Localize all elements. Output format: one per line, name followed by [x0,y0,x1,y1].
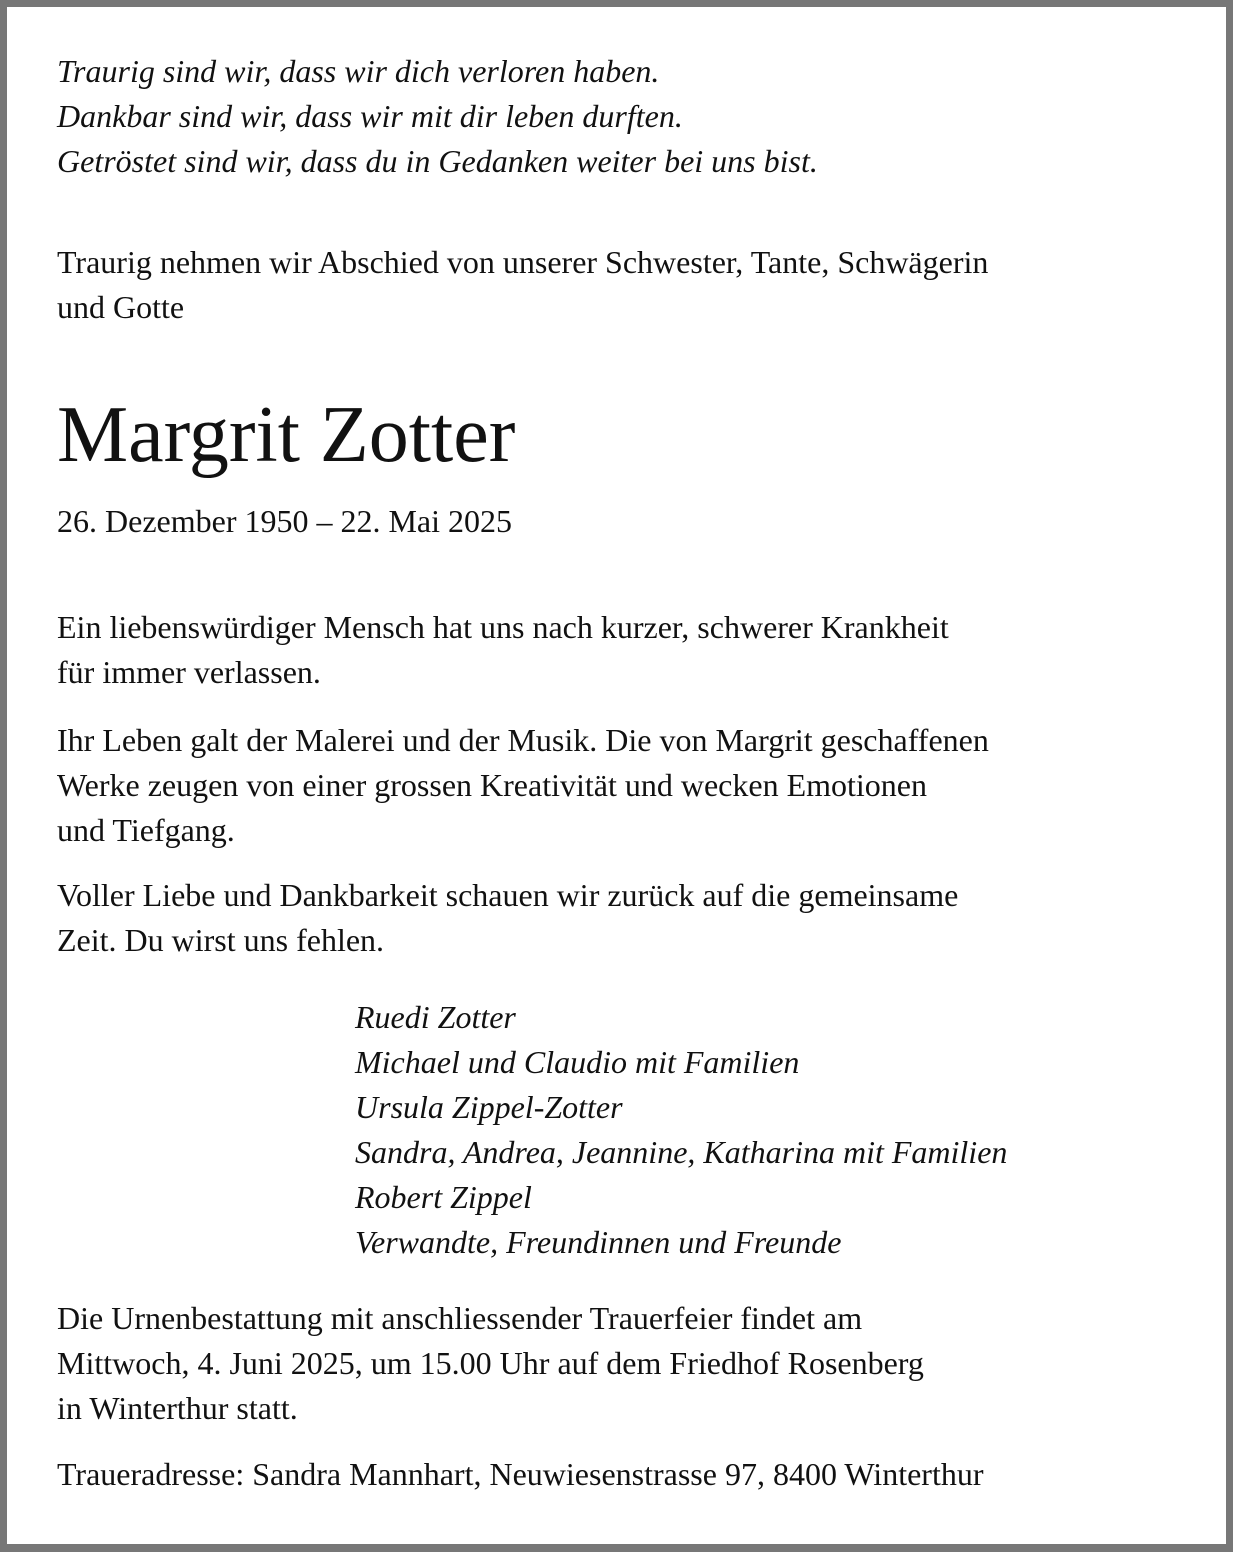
text-line: Werke zeugen von einer grossen Kreativität und wecken Emotionen [57,767,927,803]
text-line: Zeit. Du wirst uns fehlen. [57,922,385,958]
poem-line: Getröstet sind wir, dass du in Gedanken weiter bei uns bist. [57,143,818,179]
obituary-page [7,7,1226,1544]
text-line: Voller Liebe und Dankbarkeit schauen wir zurück auf die gemeinsame [57,877,959,913]
poem [57,49,1226,184]
text-line: Die Urnenbestattung mit anschliessender Trauerfeier findet am [57,1300,863,1336]
funeral-info [57,1296,1226,1431]
deceased-name: Margrit Zotter [57,391,516,479]
paragraph-3 [57,873,1226,963]
intro-line: und Gotte [57,289,185,325]
mourner: Robert Zippel [355,1179,532,1215]
poem-line: Traurig sind wir, dass wir dich verloren haben. [57,53,660,89]
mourner: Ursula Zippel-Zotter [355,1089,623,1125]
intro-line: Traurig nehmen wir Abschied von unserer Schwester, Tante, Schwägerin [57,244,989,280]
paragraph-2 [57,718,1226,853]
mourning-address: Traueradresse: Sandra Mannhart, Neuwiesenstrasse 97, 8400 Winterthur [57,1456,984,1492]
text-line: für immer verlassen. [57,654,321,690]
paragraph-1 [57,605,1226,695]
poem-line: Dankbar sind wir, dass wir mit dir leben durften. [57,98,683,134]
intro [57,240,1226,330]
life-dates: 26. Dezember 1950 – 22. Mai 2025 [57,503,513,539]
text-line: Ihr Leben galt der Malerei und der Musik. Die von Margrit geschaffenen [57,722,989,758]
mourner: Michael und Claudio mit Familien [355,1044,800,1080]
text-line: und Tiefgang. [57,812,235,848]
mourner: Sandra, Andrea, Jeannine, Katharina mit Familien [355,1134,1008,1170]
text-line: Mittwoch, 4. Juni 2025, um 15.00 Uhr auf dem Friedhof Rosenberg [57,1345,924,1381]
mourners-list [57,995,1226,1265]
mourner: Ruedi Zotter [355,999,516,1035]
mourner: Verwandte, Freundinnen und Freunde [355,1224,842,1260]
text-line: Ein liebenswürdiger Mensch hat uns nach kurzer, schwerer Krankheit [57,609,949,645]
text-line: in Winterthur statt. [57,1390,298,1426]
